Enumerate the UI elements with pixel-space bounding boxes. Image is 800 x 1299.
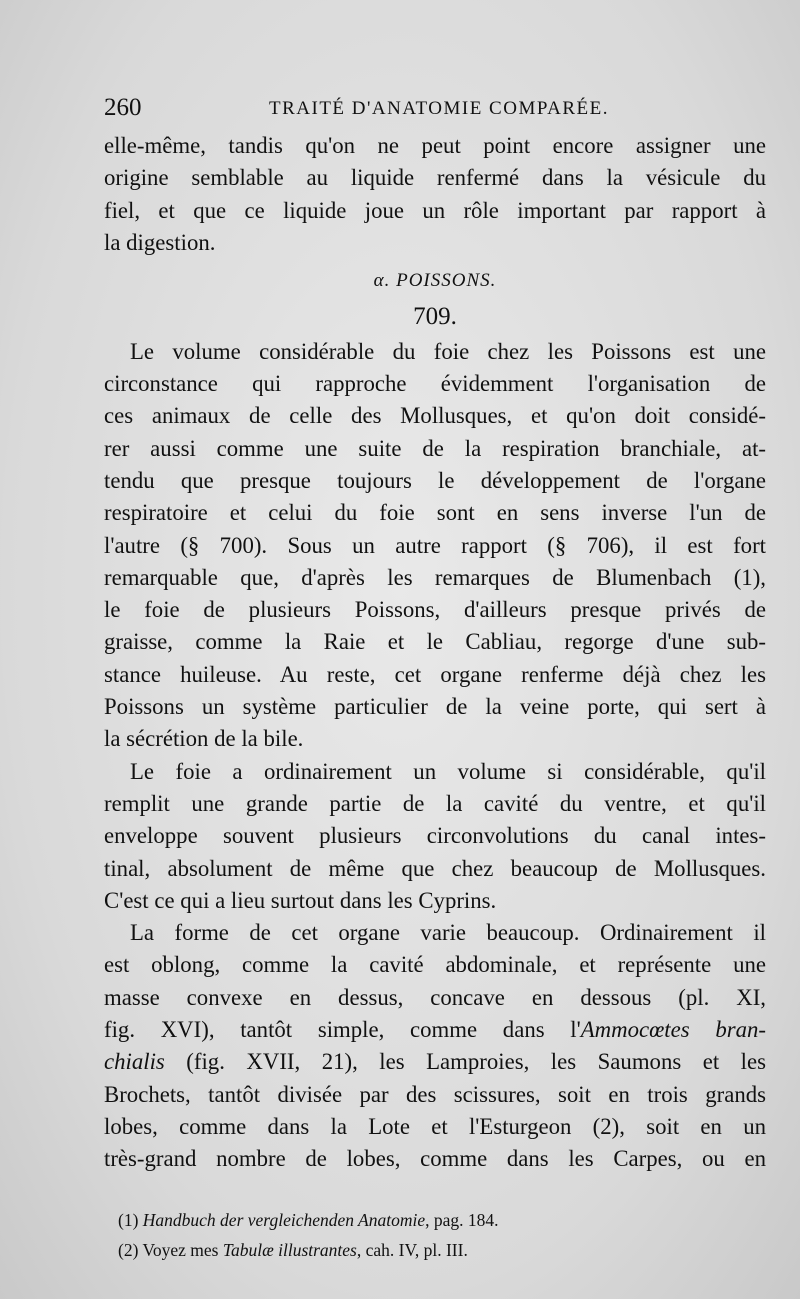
- body-text: [104, 130, 766, 1176]
- text-line: l'autre (§ 700). Sous un autre rapport (§ 706), il est fort: [104, 532, 766, 558]
- text-line: fiel, et que ce liquide joue un rôle important par rapport à: [104, 197, 766, 223]
- text-line: La forme de cet organe varie beaucoup. Ordinairement il: [130, 920, 766, 946]
- footnote-1: [118, 1205, 768, 1235]
- text-line: stance huileuse. Au reste, cet organe renferme déjà chez les: [104, 661, 766, 687]
- footnote-text: , cah. IV, pl. III.: [356, 1240, 468, 1260]
- footnote-title: Handbuch der vergleichenden Anatomie: [142, 1210, 426, 1230]
- text-line: tinal, absolument de même que chez beaucoup de Mollusques.: [104, 855, 766, 881]
- text-line: enveloppe souvent plusieurs circonvolutions du canal intes-: [104, 823, 766, 849]
- text-line: respiratoire et celui du foie sont en sens inverse l'un de: [104, 500, 766, 526]
- species-name-italic: chialis: [104, 1049, 165, 1075]
- text-line: lobes, comme dans la Lote et l'Esturgeon (2), soit en un: [104, 1113, 766, 1139]
- footnote-2: [118, 1235, 768, 1265]
- species-name-italic: Ammocœtes bran-: [580, 1017, 766, 1043]
- text-line: rer aussi comme une suite de la respiration branchiale, at-: [104, 435, 766, 461]
- text-line: tendu que presque toujours le développement de l'organe: [104, 467, 766, 493]
- paragraph-1: [104, 336, 766, 756]
- text-line: ces animaux de celle des Mollusques, et qu'on doit considé-: [104, 403, 766, 429]
- running-head: TRAITÉ D'ANATOMIE COMPARÉE.: [269, 98, 610, 119]
- text-line: [104, 1046, 766, 1078]
- footnotes: [118, 1205, 768, 1265]
- text-line: est oblong, comme la cavité abdominale, et représente une: [104, 952, 766, 978]
- text-segment: fig. XVI), tantôt simple, comme dans l': [104, 1017, 581, 1043]
- text-line: origine semblable au liquide renfermé dans la vésicule du: [104, 165, 766, 191]
- footnote-title: Tabulæ illustrantes: [222, 1240, 357, 1260]
- page-number: 260: [104, 94, 142, 121]
- text-line: le foie de plusieurs Poissons, d'ailleurs presque privés de: [104, 597, 766, 623]
- section-heading: α. POISSONS.: [373, 270, 497, 292]
- text-line: Le foie a ordinairement un volume si considérable, qu'il: [130, 758, 766, 784]
- text-line: très-grand nombre de lobes, comme dans les Carpes, ou en: [104, 1146, 766, 1172]
- text-segment: (fig. XVII, 21), les Lamproies, les Saumons et les: [164, 1049, 766, 1075]
- section-number: 709.: [413, 303, 457, 331]
- footnote-text: , pag. 184.: [425, 1210, 499, 1230]
- text-line: Brochets, tantôt divisée par des scissures, soit en trois grands: [104, 1081, 766, 1107]
- text-line: circonstance qui rapproche évidemment l'organisation de: [104, 371, 766, 397]
- text-line: C'est ce qui a lieu surtout dans les Cyprins.: [104, 887, 497, 913]
- text-line: remarquable que, d'après les remarques de Blumenbach (1),: [104, 564, 766, 590]
- page-header: [104, 94, 764, 128]
- footnote-marker: (1): [118, 1210, 139, 1230]
- text-line: Poissons un système particulier de la veine porte, qui sert à: [104, 694, 766, 720]
- text-line: Le volume considérable du foie chez les Poissons est une: [130, 338, 766, 364]
- text-line: masse convexe en dessus, concave en dessous (pl. XI,: [104, 984, 766, 1010]
- text-line: la digestion.: [104, 229, 216, 255]
- text-line: la sécrétion de la bile.: [104, 726, 304, 752]
- footnote-text: (2) Voyez mes: [118, 1240, 223, 1260]
- text-line: [104, 1014, 766, 1046]
- text-line: remplit une grande partie de la cavité du ventre, et qu'il: [104, 790, 766, 816]
- paragraph-2: [104, 756, 766, 917]
- paragraph-3: [104, 917, 766, 1175]
- text-line: graisse, comme la Raie et le Cabliau, regorge d'une sub-: [104, 629, 766, 655]
- text-line: elle-même, tandis qu'on ne peut point encore assigner une: [104, 133, 766, 158]
